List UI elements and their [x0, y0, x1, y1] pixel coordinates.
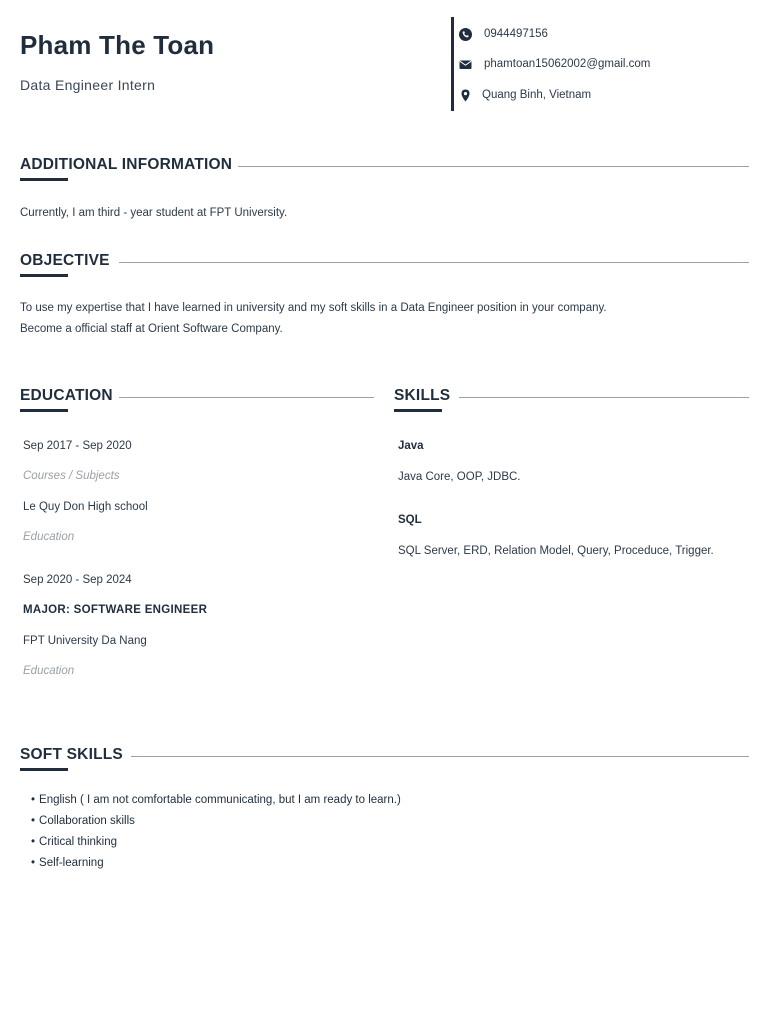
education-type: Education [23, 531, 75, 543]
education-school: Le Quy Don High school [23, 501, 148, 513]
objective-line: To use my expertise that I have learned in university and my soft skills in a Data Engineer position in your company. [20, 302, 607, 314]
section-rule [459, 397, 749, 398]
section-rule [119, 397, 374, 398]
contact-location [459, 86, 591, 104]
contact-divider [451, 17, 454, 111]
objective-line: Become a official staff at Orient Software Company. [20, 323, 283, 335]
phone-number: 0944497156 [484, 28, 548, 40]
contact-phone [459, 25, 548, 43]
skill-name: SQL [398, 514, 422, 526]
section-title: EDUCATION [20, 387, 113, 404]
education-type: Education [23, 665, 75, 677]
section-title: SOFT SKILLS [20, 746, 123, 763]
additional-information-header [20, 156, 749, 186]
section-underline [20, 178, 68, 181]
additional-information-text: Currently, I am third - year student at FPT University. [20, 207, 288, 219]
section-title: ADDITIONAL INFORMATION [20, 156, 233, 173]
section-title: SKILLS [394, 387, 451, 404]
phone-icon [459, 28, 472, 41]
soft-skills-list [31, 790, 401, 874]
education-period: Sep 2020 - Sep 2024 [23, 574, 132, 586]
skills-header [394, 387, 749, 417]
skill-description: Java Core, OOP, JDBC. [398, 471, 521, 483]
section-underline [20, 409, 68, 412]
section-rule [238, 166, 749, 167]
section-underline [20, 768, 68, 771]
skill-description: SQL Server, ERD, Relation Model, Query, Proceduce, Trigger. [398, 545, 714, 557]
education-subtitle: Courses / Subjects [23, 470, 120, 482]
education-header [20, 387, 374, 417]
section-rule [131, 756, 749, 757]
education-period: Sep 2017 - Sep 2020 [23, 440, 132, 452]
list-item: • Critical thinking [31, 832, 401, 853]
list-item: • Collaboration skills [31, 811, 401, 832]
email-address: phamtoan15062002@gmail.com [484, 58, 651, 70]
map-pin-icon [459, 89, 472, 102]
list-item: • English ( I am not comfortable communicating, but I am ready to learn.) [31, 790, 401, 811]
candidate-name: Pham The Toan [20, 30, 215, 60]
objective-header [20, 252, 749, 282]
job-title: Data Engineer Intern [20, 77, 156, 93]
skill-name: Java [398, 440, 424, 452]
section-title: OBJECTIVE [20, 252, 110, 269]
education-school: FPT University Da Nang [23, 635, 147, 647]
list-item: • Self-learning [31, 853, 401, 874]
education-major: MAJOR: SOFTWARE ENGINEER [23, 604, 208, 616]
contact-email [459, 55, 650, 73]
soft-skills-header [20, 746, 749, 776]
section-underline [20, 274, 68, 277]
envelope-icon [459, 58, 472, 71]
section-underline [394, 409, 442, 412]
location-text: Quang Binh, Vietnam [482, 89, 592, 101]
section-rule [119, 262, 749, 263]
